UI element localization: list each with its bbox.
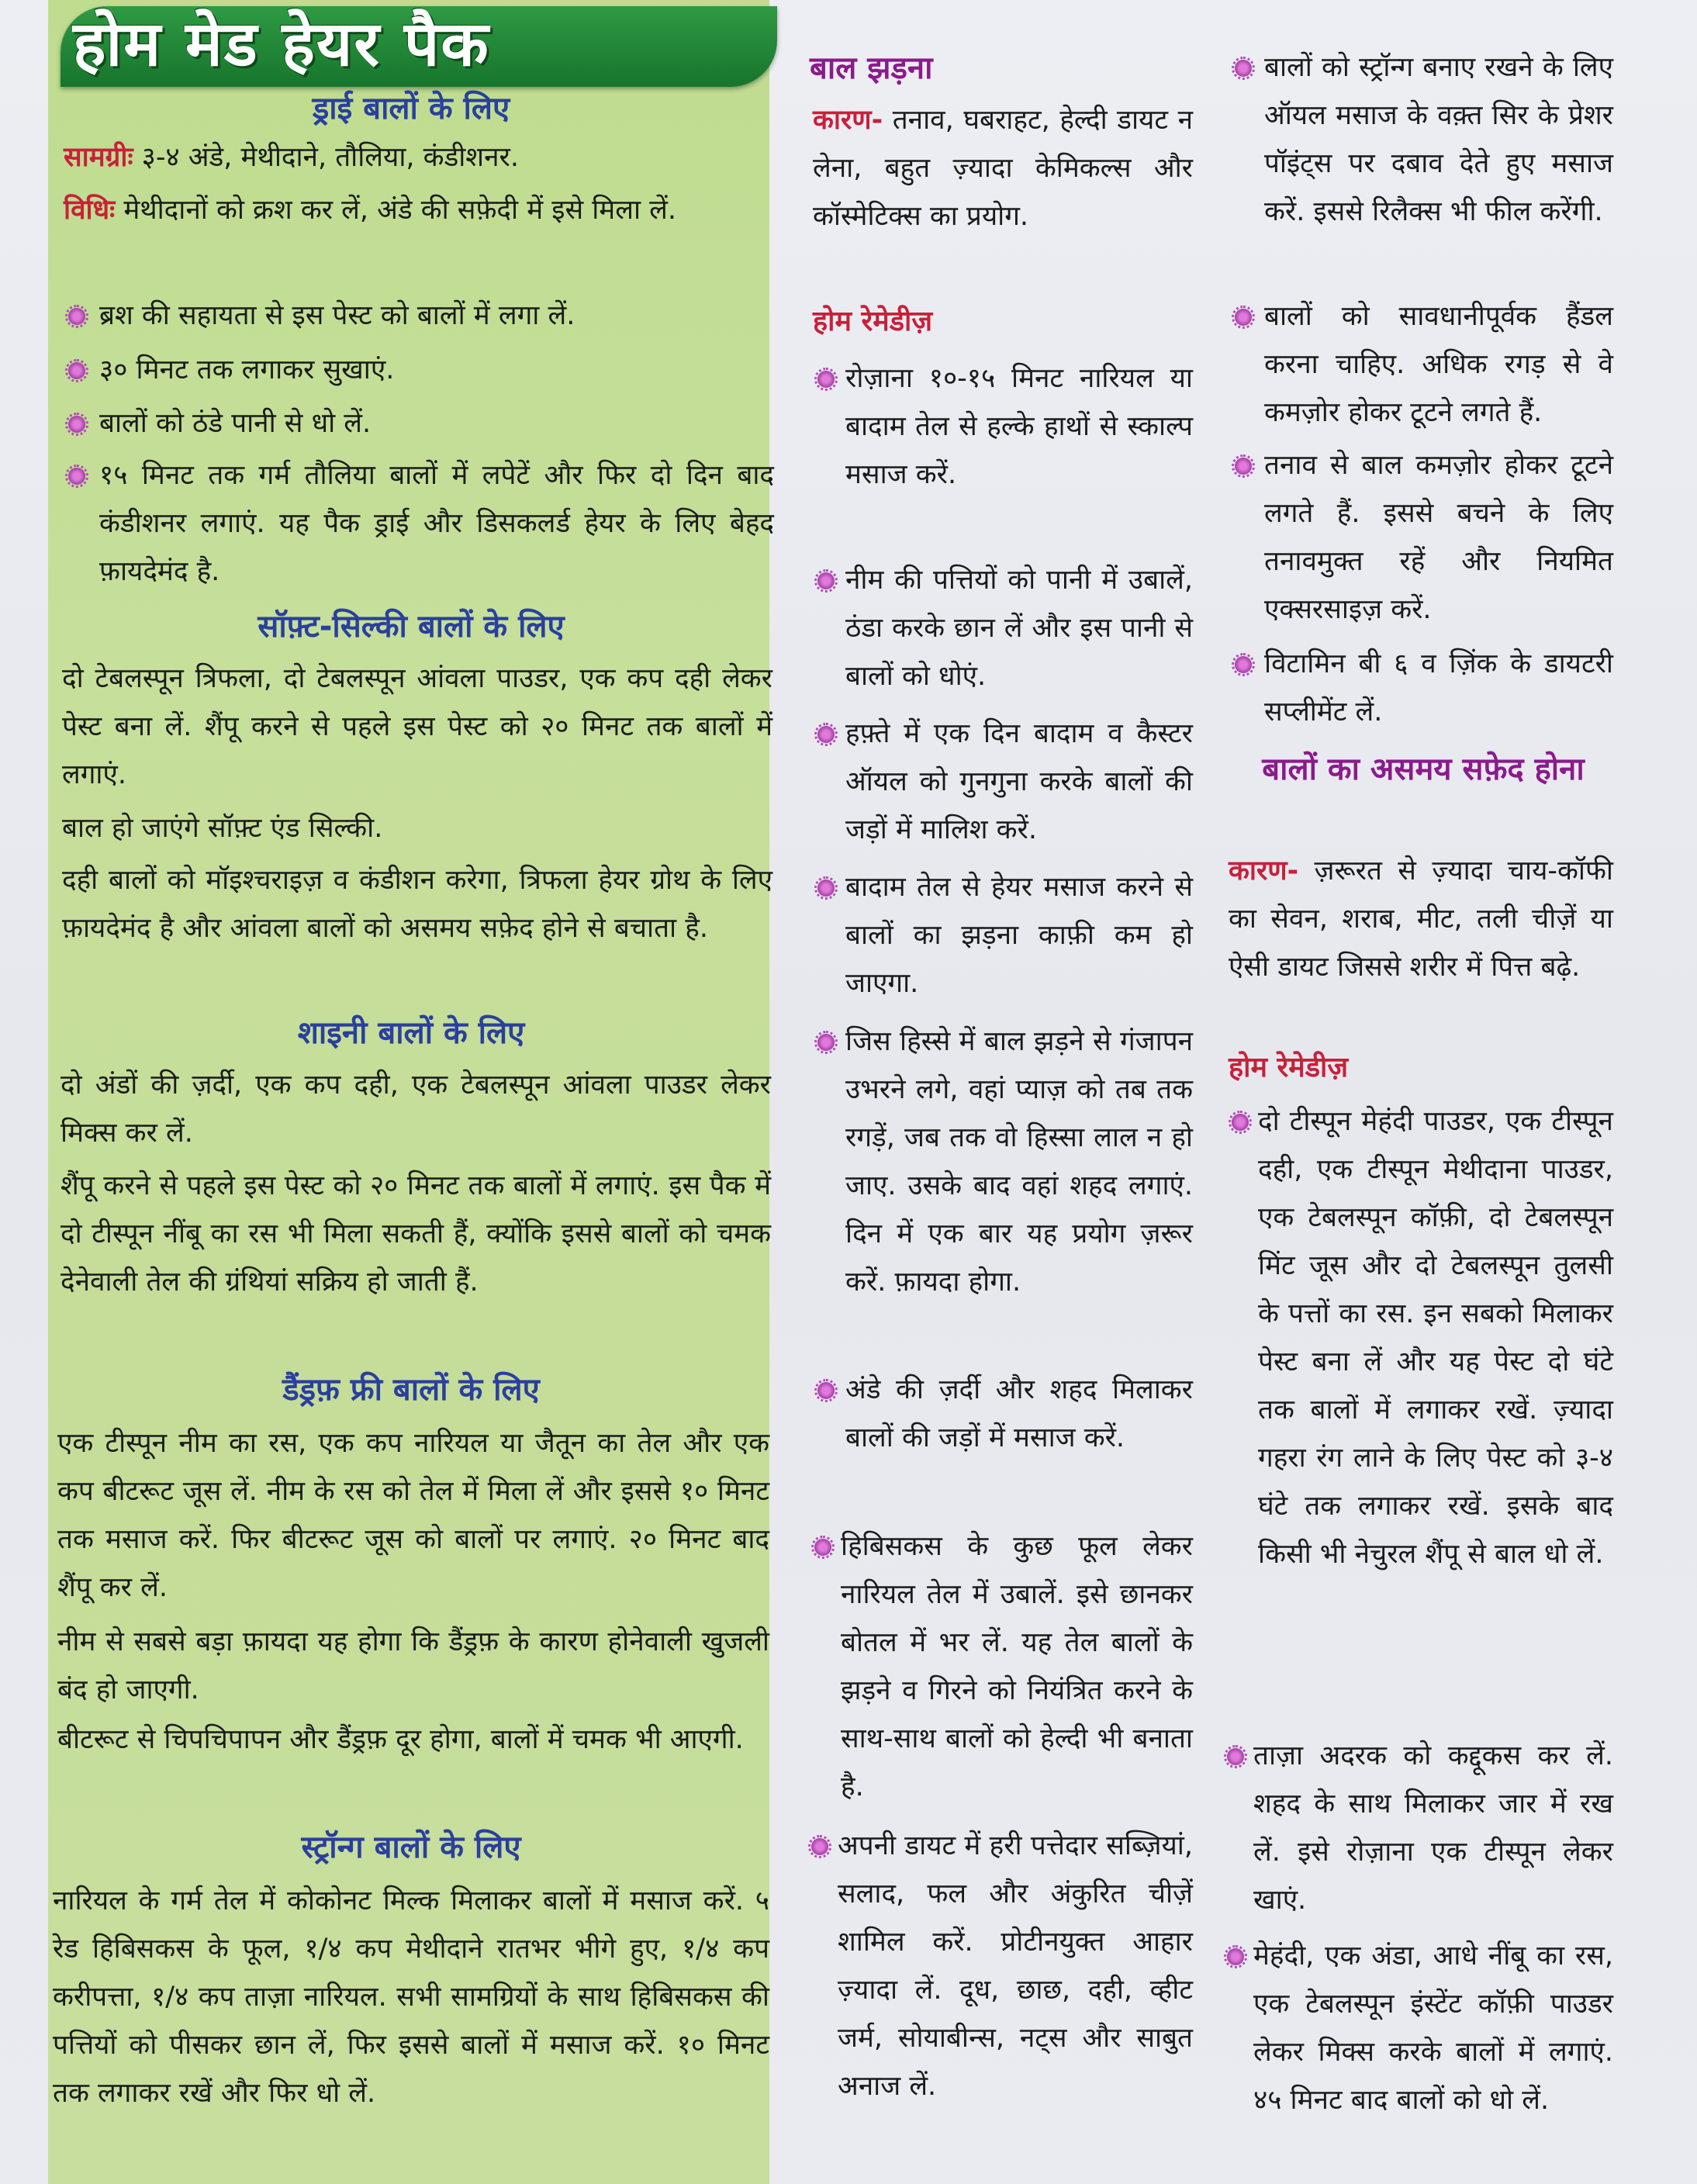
hair-fall-bullet-7: हिबिसकस के कुछ फूल लेकर नारियल तेल में उबालें. इसे छानकर बोतल में भर लें. यह तेल बालों के झड़ने व गिरने को नियंत्रित करने के साथ-साथ बालों को हेल्दी भी बनाता है. <box>841 1531 1193 1802</box>
hair-fall-bullet-8: अपनी डायट में हरी पत्तेदार सब्ज़ियां, सलाद, फल और अंकुरित चीज़ें शामिल करें. प्रोटीनयुक्त आहार ज़्यादा लें. दूध, छाछ, दही, व्हीट जर्म, सोयाबीन्स, नट्स और साबुत अनाज लें. <box>838 1830 1193 2102</box>
hair-fall-bullet-6: अंडे की ज़र्दी और शहद मिलाकर बालों की जड़ों में मसाज करें. <box>845 1374 1193 1453</box>
hair-fall-bullet-4: बादाम तेल से हेयर मसाज करने से बालों का झड़ना काफ़ी कम हो जाएगा. <box>845 872 1193 999</box>
dry-bullet-2: ३० मिनट तक लगाकर सुखाएं. <box>99 354 395 385</box>
bullet-dot <box>817 1034 835 1051</box>
right-top-bullet-4: विटामिन बी ६ व ज़िंक के डायटरी सप्लीमेंट लें. <box>1264 648 1613 727</box>
heading-dry-hair: ड्राई बालों के लिए <box>312 91 510 126</box>
bullet-dot <box>817 1382 835 1399</box>
shiny-para-2: शैंपू करने से पहले इस पेस्ट को २० मिनट तक बालों में लगाएं. इस पैक में दो टीस्पून नींबू का रस भी मिला सकती हैं, क्योंकि इससे बालों को चमक देनेवाली तेल की ग्रंथियां सक्रिय हो जाती हैं. <box>60 1170 771 1298</box>
dry-material <box>64 133 762 181</box>
heading-premature-grey: बालों का असमय सफ़ेद होना <box>1262 752 1585 787</box>
cause-text: ज़रूरत से ज़्यादा चाय-कॉफी का सेवन, शराब, मीट, तली चीज़ें या ऐसी डायट जिससे शरीर में पित्त बढ़े. <box>1229 855 1613 983</box>
right-top-bullet-2: बालों को सावधानीपूर्वक हैंडल करना चाहिए. अधिक रगड़ से वे कमज़ोर होकर टूटने लगते हैं. <box>1264 301 1613 428</box>
bullet-dot <box>1227 1748 1244 1765</box>
dry-bullet-3: बालों को ठंडे पानी से धो लें. <box>99 408 372 439</box>
bullet-dot <box>817 371 835 388</box>
material-text: ३-४ अंडे, मेथीदाने, तौलिया, कंडीशनर. <box>133 142 519 173</box>
bullet-dot <box>68 308 85 325</box>
heading-home-remedies: होम रेमेडीज़ <box>813 306 933 337</box>
soft-para-3: दही बालों को मॉइश्चराइज़ व कंडीशन करेगा, त्रिफला हेयर ग्रोथ के लिए फ़ायदेमंद है और आंवला बालों को असमय सफ़ेद होने से बचाता है. <box>62 865 772 944</box>
soft-para-1: दो टेबलस्पून त्रिफला, दो टेबलस्पून आंवला पाउडर, एक कप दही लेकर पेस्ट बना लें. शैंपू करने से पहले इस पेस्ट को २० मिनट तक बालों में लगाएं. <box>62 663 772 790</box>
method-label: विधिः <box>64 195 116 226</box>
dandruff-para-3: बीटरूट से चिपचिपापन और डैंड्रफ़ दूर होगा, बालों में चमक भी आएगी. <box>57 1724 744 1755</box>
dandruff-para-1: एक टीस्पून नीम का रस, एक कप नारियल या जैतून का तेल और एक कप बीटरूट जूस लें. नीम के रस को तेल में मिला लें और इससे १० मिनट तक मसाज करें. फिर बीटरूट जूस को बालों पर लगाएं. २० मिनट बाद शैंपू कर लें. <box>57 1428 769 1603</box>
bullet-dot <box>817 879 835 897</box>
heading-home-remedies: होम रेमेडीज़ <box>1229 1052 1349 1083</box>
bullet-dot <box>68 416 85 433</box>
hair-fall-bullet-1: रोज़ाना १०-१५ मिनट नारियल या बादाम तेल से हल्के हाथों से स्काल्प मसाज करें. <box>845 363 1193 490</box>
bullet-dot <box>814 1539 831 1556</box>
grey-cause <box>1229 847 1613 991</box>
grey-bullet-1: दो टीस्पून मेहंदी पाउडर, एक टीस्पून दही, एक टीस्पून मेथीदाना पाउडर, एक टेबलस्पून कॉफ़ी, दो टेबलस्पून मिंट जूस और दो टेबलस्पून तुलसी के पत्तों का रस. इन सबको मिलाकर पेस्ट बना लें और यह पेस्ट दो घंटे तक बालों में लगाकर रखें. ज़्यादा गहरा रंग लाने के लिए पेस्ट को ३-४ घंटे तक लगाकर रखें. इसके बाद किसी भी नेचुरल शैंपू से बाल धो लें. <box>1258 1106 1613 1570</box>
bullet-dot <box>817 572 835 589</box>
bullet-dot <box>68 468 85 485</box>
dry-method <box>64 186 774 234</box>
page-title: होम मेड हेयर पैक <box>73 7 490 80</box>
heading-shiny: शाइनी बालों के लिए <box>297 1015 525 1051</box>
hair-fall-bullet-5: जिस हिस्से में बाल झड़ने से गंजापन उभरने लगे, वहां प्याज़ को तब तक रगड़ें, जब तक वो हिस्सा लाल न हो जाए. उसके बाद वहां शहद लगाएं. दिन में एक बार यह प्रयोग ज़रूर करें. फ़ायदा होगा. <box>845 1026 1193 1298</box>
bullet-dot <box>1235 656 1252 673</box>
bullet-dot <box>1235 309 1252 326</box>
strong-para-1: नारियल के गर्म तेल में कोकोनट मिल्क मिलाकर बालों में मसाज करें. ५ रेड हिबिसकस के फूल, १/४ कप मेथीदाने रातभर भीगे हुए, १/४ कप करीपत्ता, १/४ कप ताज़ा नारियल. सभी सामग्रियों के साथ हिबिसकस की पत्तियों को पीसकर छान लें, फिर इससे बालों में मसाज करें. १० मिनट तक लगाकर रखें और फिर धो लें. <box>53 1885 769 2109</box>
heading-hair-fall: बाल झड़ना <box>810 50 933 86</box>
grey-bullet-2: ताज़ा अदरक को कद्दूकस कर लें. शहद के साथ मिलाकर जार में रख लें. इसे रोज़ाना एक टीस्पून लेकर खाएं. <box>1253 1740 1613 1916</box>
bullet-dot <box>1227 1948 1244 1965</box>
bullet-dot <box>817 726 835 743</box>
dry-bullet-4: १५ मिनट तक गर्म तौलिया बालों में लपेटें और फिर दो दिन बाद कंडीशनर लगाएं. यह पैक ड्राई और डिसकलर्ड हेयर के लिए बेहद फ़ायदेमंद है. <box>99 460 774 587</box>
bullet-dot <box>1235 458 1252 475</box>
right-top-bullet-1: बालों को स्ट्रॉन्ग बनाए रखने के लिए ऑयल मसाज के वक़्त सिर के प्रेशर पॉइंट्स पर दबाव देते हुए मसाज करें. इससे रिलैक्स भी फील करेंगी. <box>1264 52 1613 227</box>
cause-label: कारण- <box>813 105 883 136</box>
bullet-dot <box>1235 60 1252 77</box>
heading-strong: स्ट्रॉन्ग बालों के लिए <box>301 1830 521 1865</box>
cause-text: तनाव, घबराहट, हेल्दी डायट न लेना, बहुत ज़्यादा केमिकल्स और कॉस्मेटिक्स का प्रयोग. <box>813 105 1193 232</box>
right-top-bullet-3: तनाव से बाल कमज़ोर होकर टूटने लगते हैं. इससे बचने के लिए तनावमुक्त रहें और नियमित एक्सरसाइज़ करें. <box>1264 450 1613 625</box>
cause-label: कारण- <box>1229 855 1299 886</box>
shiny-para-1: दो अंडों की ज़र्दी, एक कप दही, एक टेबलस्पून आंवला पाउडर लेकर मिक्स कर लें. <box>60 1070 771 1149</box>
method-text: मेथीदानों को क्रश कर लें, अंडे की सफ़ेदी में इसे मिला लें. <box>115 195 676 226</box>
material-label: सामग्रीः <box>64 142 133 173</box>
soft-para-2: बाल हो जाएंगे सॉफ़्ट एंड सिल्की. <box>62 813 383 844</box>
dry-bullet-1: ब्रश की सहायता से इस पेस्ट को बालों में लगा लें. <box>99 300 575 331</box>
heading-dandruff: डैंड्रफ़ फ्री बालों के लिए <box>282 1372 540 1408</box>
bullet-dot <box>1232 1114 1249 1131</box>
hair-fall-bullet-2: नीम की पत्तियों को पानी में उबालें, ठंडा करके छान लें और इस पानी से बालों को धोएं. <box>845 565 1193 692</box>
hair-fall-cause <box>813 96 1193 240</box>
bullet-dot <box>811 1838 828 1855</box>
grey-bullet-3: मेहंदी, एक अंडा, आधे नींबू का रस, एक टेबलस्पून इंस्टेंट कॉफ़ी पाउडर लेकर मिक्स करके बालों में लगाएं. ४५ मिनट बाद बालों को धो लें. <box>1253 1940 1613 2116</box>
hair-fall-bullet-3: हफ़्ते में एक दिन बादाम व कैस्टर ऑयल को गुनगुना करके बालों की जड़ों में मालिश करें. <box>845 718 1193 845</box>
dandruff-para-2: नीम से सबसे बड़ा फ़ायदा यह होगा कि डैंड्रफ़ के कारण होनेवाली खुजली बंद हो जाएगी. <box>57 1626 769 1705</box>
bullet-dot <box>68 362 85 379</box>
heading-soft-silky: सॉफ़्ट-सिल्की बालों के लिए <box>257 609 565 644</box>
